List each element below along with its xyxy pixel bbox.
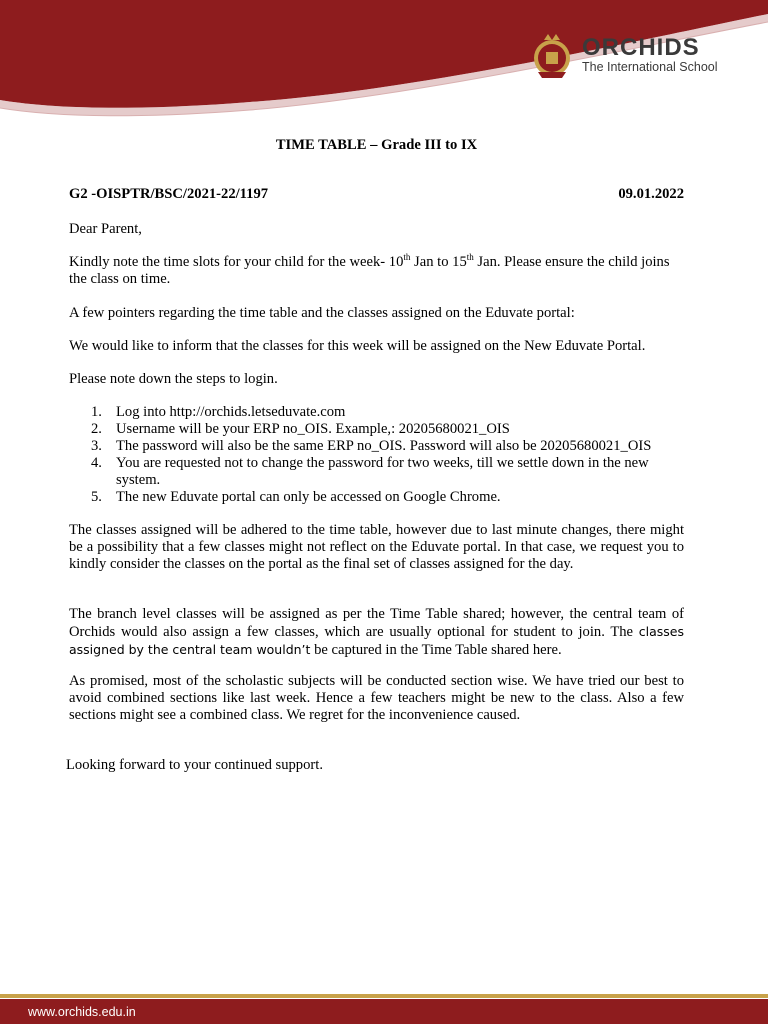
- paragraph-branch-classes: [69, 606, 684, 659]
- paragraph-adherence: The classes assigned will be adhered to the time table, however due to last minute changes, there might be a possibility that a few classes might not reflect on the Eduvate portal. In that case, we request you to kindly consider the classes on the portal as the final set of classes assigned for the day.: [69, 522, 684, 572]
- list-number: 2.: [91, 421, 102, 437]
- closing-line: Looking forward to your continued support.: [66, 757, 323, 773]
- list-item-text: The password will also be the same ERP no_OIS. Password will also be 20205680021_OIS: [116, 438, 652, 454]
- list-item: [69, 455, 684, 489]
- paragraph-branch-part2: classes assigned by the central team wouldn’t: [69, 624, 684, 657]
- list-item: [69, 489, 684, 506]
- list-number: 4.: [91, 455, 102, 471]
- school-logo: [530, 32, 740, 84]
- paragraph-week-part3: Jan. Please ensure the child joins the class on time.: [69, 254, 670, 287]
- paragraph-week-part1: Kindly note the time slots for your child for the week- 10: [69, 254, 404, 270]
- list-item-text: The new Eduvate portal can only be accessed on Google Chrome.: [116, 489, 501, 505]
- paragraph-steps-intro: Please note down the steps to login.: [69, 371, 278, 387]
- list-item: [69, 421, 684, 438]
- list-item-text: Log into http://orchids.letseduvate.com: [116, 404, 346, 420]
- logo-tagline: The International School: [582, 60, 718, 74]
- document-title: TIME TABLE – Grade III to IX: [275, 137, 478, 153]
- list-number: 5.: [91, 489, 102, 505]
- letter-date: 09.01.2022: [618, 186, 684, 202]
- list-number: 1.: [91, 404, 102, 420]
- paragraph-new-portal: We would like to inform that the classes for this week will be assigned on the New Eduvate Portal.: [69, 338, 646, 354]
- list-item-text: You are requested not to change the password for two weeks, till we settle down in the new system.: [116, 455, 649, 488]
- superscript-th: th: [466, 252, 474, 263]
- paragraph-pointers: A few pointers regarding the time table and the classes assigned on the Eduvate portal:: [69, 305, 575, 321]
- crest-icon: [530, 32, 578, 82]
- paragraph-week-part2: Jan to 15: [410, 254, 467, 270]
- footer-gold-rule: [0, 994, 768, 998]
- paragraph-week: [69, 254, 684, 288]
- login-steps-list: [69, 404, 684, 506]
- paragraph-branch-part1: The branch level classes will be assigned as per the Time Table shared; however, the central team of Orchids would also assign a few classes, which are usually optional for student to join. The: [69, 606, 684, 640]
- reference-number: G2 -OISPTR/BSC/2021-22/1197: [69, 186, 269, 202]
- list-item: [69, 438, 684, 455]
- logo-wordmark: ORCHIDS: [582, 34, 700, 61]
- footer-website: www.orchids.edu.in: [28, 1005, 136, 1019]
- superscript-th: th: [403, 252, 411, 263]
- paragraph-sections: As promised, most of the scholastic subjects will be conducted section wise. We have tried our best to avoid combined sections like last week. Hence a few teachers might be new to the class. Also a few sections might see a combined class. We regret for the inconvenience caused.: [69, 673, 684, 723]
- list-number: 3.: [91, 438, 102, 454]
- paragraph-branch-part3: be captured in the Time Table shared here.: [310, 642, 562, 658]
- list-item: [69, 404, 684, 421]
- salutation: Dear Parent,: [69, 221, 142, 237]
- list-item-text: Username will be your ERP no_OIS. Example,: 20205680021_OIS: [116, 421, 510, 437]
